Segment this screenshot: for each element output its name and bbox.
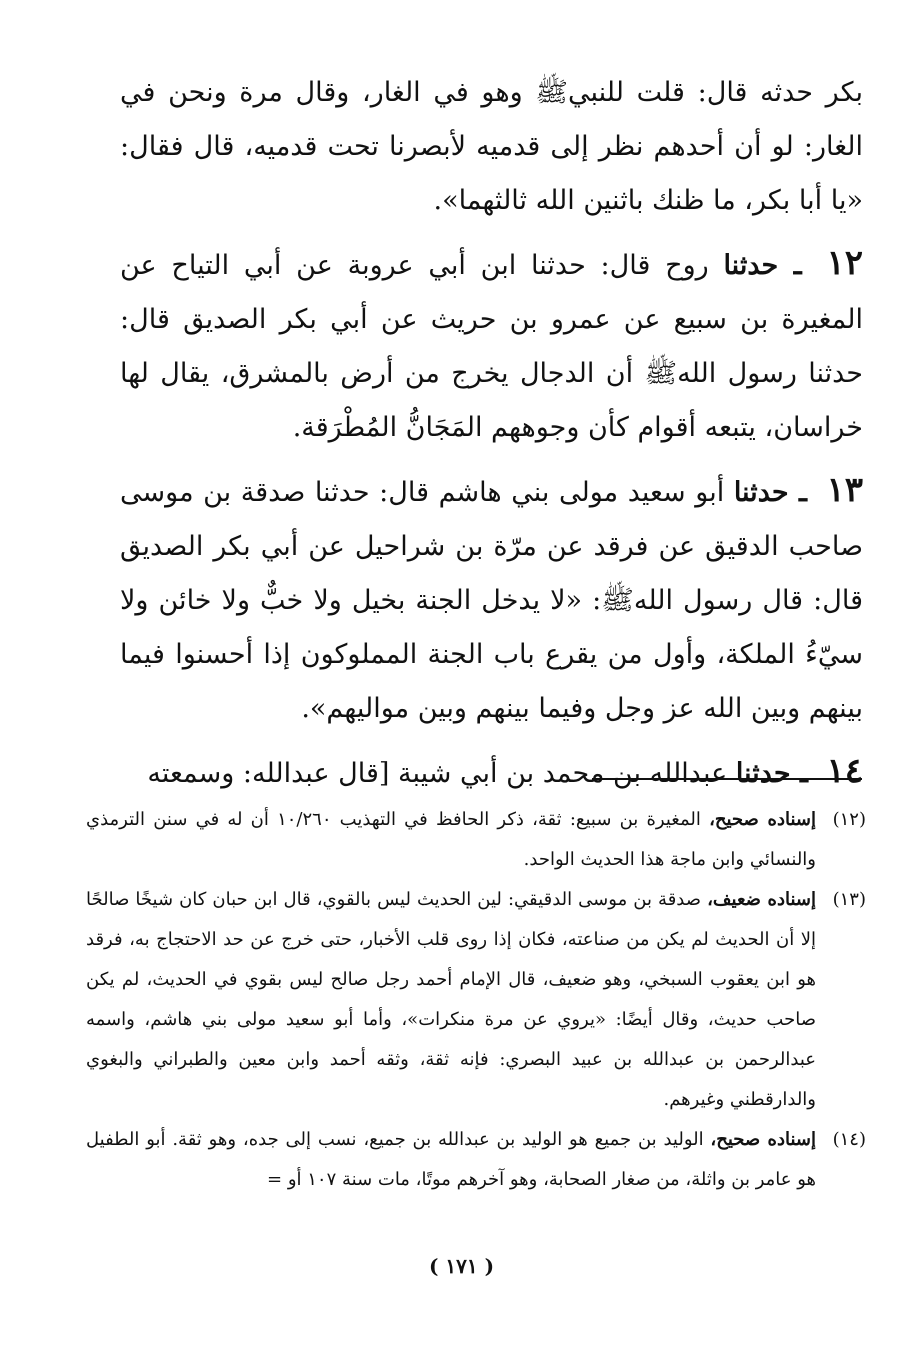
- hadith-number: ١٣: [826, 470, 863, 510]
- footnote-text: صدقة بن موسى الدقيقي: لين الحديث ليس بالقوي، قال ابن حبان كان شيخًا صالحًا إلا أن الحديث لم يكن من صناعته، فكان إذا روى قلب الأخبار، حتى خرج عن حد الاحتجاج به، فرقد هو ابن يعقوب السبخي، وهو ضعيف، قال الإمام أحمد رجل صالح ليس بقوي في الحديث، لم يكن صاحب حديث، وقال أيضًا: «يروي عن مرة منكرات»، وأما أبو سعيد مولى بني هاشم، واسمه عبدالرحمن بن عبدالله بن عبيد البصري: فإنه ثقة، وثقه أحمد وابن معين والطبراني والبغوي والدارقطني وغيرهم.: [86, 889, 816, 1110]
- hadith-number: ١٢: [826, 243, 864, 283]
- footnote-number: (١٣): [832, 889, 866, 910]
- footnote-number: (١٢): [832, 809, 866, 830]
- hadith-text: عبدالله بن محمد بن أبي شيبة [قال عبدالله: وسمعته: [147, 758, 728, 789]
- footnote-divider: [592, 778, 862, 780]
- footnote-lead: إسناده صحيح،: [709, 809, 816, 830]
- book-page: [120, 66, 863, 801]
- footnote-14: [86, 1120, 866, 1200]
- hadith-lead: ـ حدثنا: [733, 477, 807, 508]
- hadith-14: [120, 744, 863, 801]
- footnote-12: [86, 800, 866, 880]
- hadith-text: أبو سعيد مولى بني هاشم قال: حدثنا صدقة بن موسى صاحب الدقيق عن فرقد عن مرّة بن شراحيل عن أبي بكر الصديق قال: قال رسول اللهﷺ: «لا يدخل الجنة بخيل ولا خبٌّ ولا خائن ولا سيّءُ الملكة، وأول من يقرع باب الجنة المملوكون إذا أحسنوا فيما بينهم وبين الله عز وجل وفيما بينهم وبين مواليهم».: [120, 477, 863, 724]
- paragraph-text: بكر حدثه قال: قلت للنبيﷺ وهو في الغار، وقال مرة ونحن في الغار: لو أن أحدهم نظر إلى قدميه لأبصرنا تحت قدميه، قال فقال: «يا أبا بكر، ما ظنك باثنين الله ثالثهما».: [120, 77, 863, 216]
- footnote-body: [86, 1120, 816, 1200]
- footnote-lead: إسناده صحيح،: [710, 1129, 816, 1150]
- footnote-body: [86, 880, 816, 1120]
- footnote-number: (١٤): [832, 1129, 866, 1150]
- hadith-lead: ـ حدثنا: [735, 758, 808, 789]
- hadith-13: [120, 463, 863, 736]
- footnotes: [86, 800, 866, 1200]
- hadith-12: [120, 236, 863, 455]
- footnote-text: المغيرة بن سبيع: ثقة، ذكر الحافظ في التهذيب ١٠/٢٦٠ أن له في سنن الترمذي والنسائي وابن ماجة هذا الحديث الواحد.: [86, 809, 816, 870]
- hadith-lead: ـ حدثنا: [723, 250, 802, 281]
- main-text: [120, 66, 863, 801]
- footnote-body: [86, 800, 816, 880]
- footnote-lead: إسناده ضعيف،: [707, 889, 816, 910]
- page-number: ( ١٧١ ): [428, 1254, 495, 1278]
- footnote-text: الوليد بن جميع هو الوليد بن عبدالله بن جميع، نسب إلى جده، وهو ثقة. أبو الطفيل هو عامر بن واثلة، من صغار الصحابة، وهو آخرهم موتًا، مات سنة ١٠٧ أو =: [86, 1129, 816, 1190]
- paragraph-continuation: [120, 66, 863, 228]
- hadith-text: روح قال: حدثنا ابن أبي عروبة عن أبي التياح عن المغيرة بن سبيع عن عمرو بن حريث عن أبي بكر الصديق قال: حدثنا رسول اللهﷺ أن الدجال يخرج من أرض بالمشرق، يقال لها خراسان، يتبعه أقوام كأن وجوههم المَجَانُّ المُطْرَقة.: [120, 250, 863, 443]
- hadith-number: ١٤: [826, 751, 863, 791]
- footnote-13: [86, 880, 866, 1120]
